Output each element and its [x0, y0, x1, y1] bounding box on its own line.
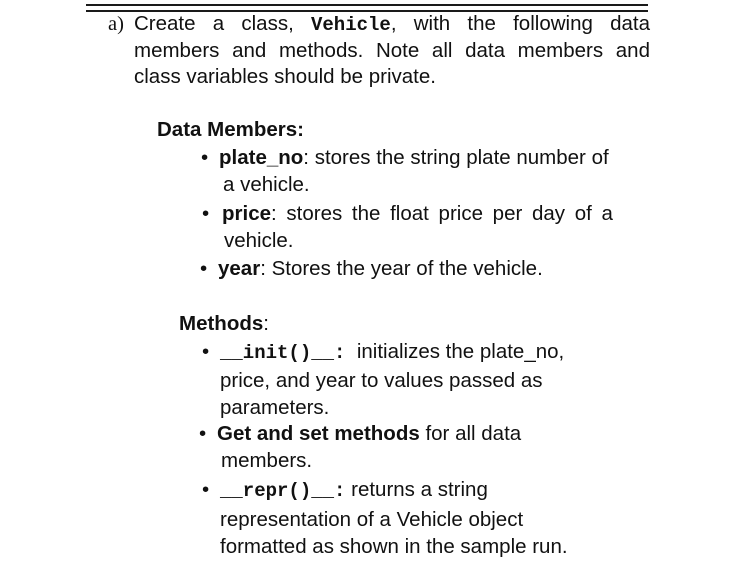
- member-desc: : Stores the year of the vehicle.: [260, 257, 543, 280]
- member-desc: : stores the string plate number of: [303, 146, 609, 169]
- methods-heading-text: Methods: [179, 312, 264, 335]
- part-a-text-pre: Create a class,: [134, 12, 311, 35]
- bullet-icon: •: [202, 340, 210, 363]
- top-rule-1: [86, 4, 648, 6]
- method-code: __init()__:: [220, 342, 346, 364]
- method-code: __repr()__:: [220, 480, 346, 502]
- member-name: plate_no: [219, 146, 304, 169]
- member-desc: : stores the float price per day of a: [271, 202, 613, 225]
- member-desc-cont: a vehicle.: [223, 173, 310, 196]
- method-item-repr: [202, 476, 650, 560]
- method-bold: Get and set methods: [217, 422, 420, 445]
- method-desc-cont-2: parameters.: [220, 396, 330, 419]
- data-members-heading: Data Members:: [157, 118, 304, 141]
- part-a-marker: a): [108, 13, 124, 35]
- methods-heading-colon: :: [263, 312, 269, 335]
- method-item-init: [202, 338, 650, 421]
- member-item-year: [200, 255, 650, 282]
- bullet-icon: •: [202, 478, 210, 501]
- member-desc-cont: vehicle.: [224, 229, 294, 252]
- part-a-text-post: , with the following data members and methods. Note all data members and class variables should be private.: [134, 12, 650, 88]
- method-desc: returns a string: [345, 478, 488, 501]
- bullet-icon: •: [201, 146, 209, 169]
- methods-heading: [179, 312, 269, 336]
- method-desc-cont-1: price, and year to values passed as: [220, 369, 543, 392]
- bullet-icon: •: [199, 422, 207, 445]
- part-a-paragraph: [108, 11, 650, 90]
- method-desc: initializes the plate_no,: [345, 340, 565, 363]
- bullet-icon: •: [202, 202, 210, 225]
- member-name: year: [218, 257, 261, 280]
- class-name-code: Vehicle: [310, 14, 391, 36]
- method-item-get-set: [199, 420, 649, 475]
- method-desc-cont-2: formatted as shown in the sample run.: [220, 535, 568, 558]
- method-desc-cont-1: representation of a Vehicle object: [220, 508, 524, 531]
- method-desc-cont-1: members.: [221, 449, 313, 472]
- bullet-icon: •: [200, 257, 208, 280]
- method-desc: for all data: [419, 422, 522, 445]
- member-item-plate-no: [201, 144, 651, 198]
- member-item-price: [202, 200, 650, 254]
- member-name: price: [222, 202, 271, 225]
